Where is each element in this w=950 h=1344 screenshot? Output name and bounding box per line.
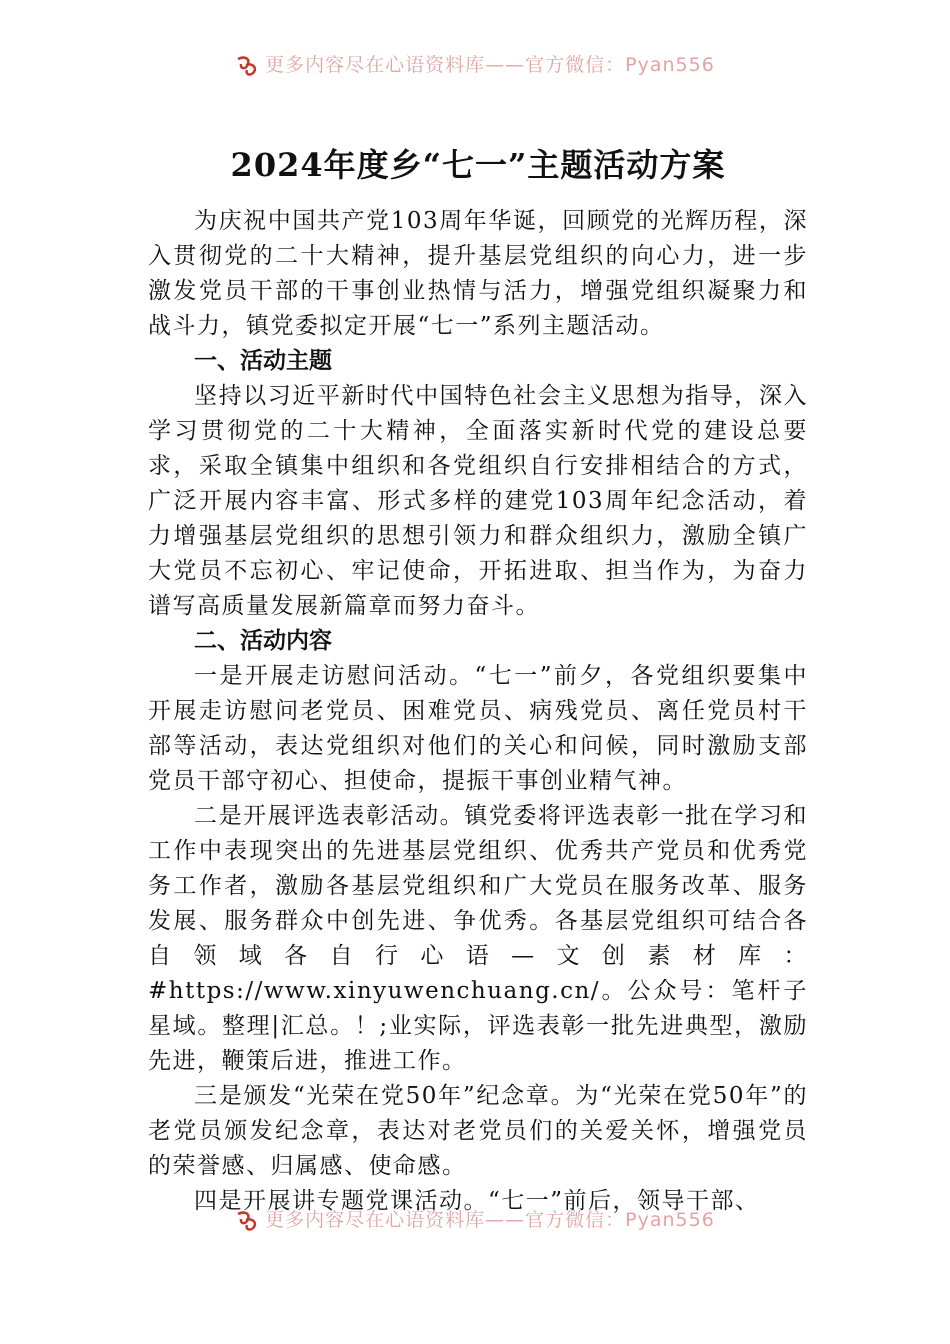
document-page	[148, 140, 808, 1219]
activity-item-medal: 三是颁发“光荣在党50年”纪念章。为“光荣在党50年”的老党员颁发纪念章，表达对老党员们的关爱关怀，增强党员的荣誉感、归属感、使命感。	[148, 1083, 808, 1179]
intro-paragraph: 为庆祝中国共产党103周年华诞，回顾党的光辉历程，深入贯彻党的二十大精神，提升基层党组织的向心力，进一步激发党员干部的干事创业热情与活力，增强党组织凝聚力和战斗力，镇党委拟定开展“七一”系列主题活动。	[148, 208, 808, 339]
watermark-bottom	[0, 1210, 950, 1232]
activity-item-visit: 一是开展走访慰问活动。“七一”前夕，各党组织要集中开展走访慰问老党员、困难党员、病残党员、离任党员村干部等活动，表达党组织对他们的关心和问候，同时激励支部党员干部守初心、担使命，提振干事创业精气神。	[148, 663, 808, 794]
watermark-logo-icon	[235, 1210, 259, 1232]
watermark-text: 更多内容尽在心语资料库——官方微信：Pyan556	[265, 55, 715, 76]
activity-item-lecture: 四是开展讲专题党课活动。“七一”前后，领导干部、	[194, 1188, 760, 1214]
watermark-top	[0, 55, 950, 77]
watermark-logo-icon	[235, 55, 259, 77]
section-theme-body: 坚持以习近平新时代中国特色社会主义思想为指导，深入学习贯彻党的二十大精神，全面落实新时代党的建设总要求，采取全镇集中组织和各党组织自行安排相结合的方式，广泛开展内容丰富、形式多样的建党103周年纪念活动，着力增强基层党组织的思想引领力和群众组织力，激励全镇广大党员不忘初心、牢记使命，开拓进取、担当作为，为奋力谱写高质量发展新篇章而努力奋斗。	[148, 383, 808, 619]
watermark-text: 更多内容尽在心语资料库——官方微信：Pyan556	[265, 1210, 715, 1231]
section-heading-theme: 一、活动主题	[194, 348, 332, 374]
document-title: 2024年度乡“七一”主题活动方案	[230, 146, 726, 184]
section-heading-content: 二、活动内容	[194, 628, 332, 654]
activity-item-award: 二是开展评选表彰活动。镇党委将评选表彰一批在学习和工作中表现突出的先进基层党组织、优秀共产党员和优秀党务工作者，激励各基层党组织和广大党员在服务改革、服务发展、服务群众中创先进、争优秀。各基层党组织可结合各自领域各自行心语—文创素材库：#https://www.xinyuwenchuang.cn/。公众号：笔杆子星域。整理|汇总。！;业实际，评选表彰一批先进典型，激励先进，鞭策后进，推进工作。	[148, 803, 808, 1074]
